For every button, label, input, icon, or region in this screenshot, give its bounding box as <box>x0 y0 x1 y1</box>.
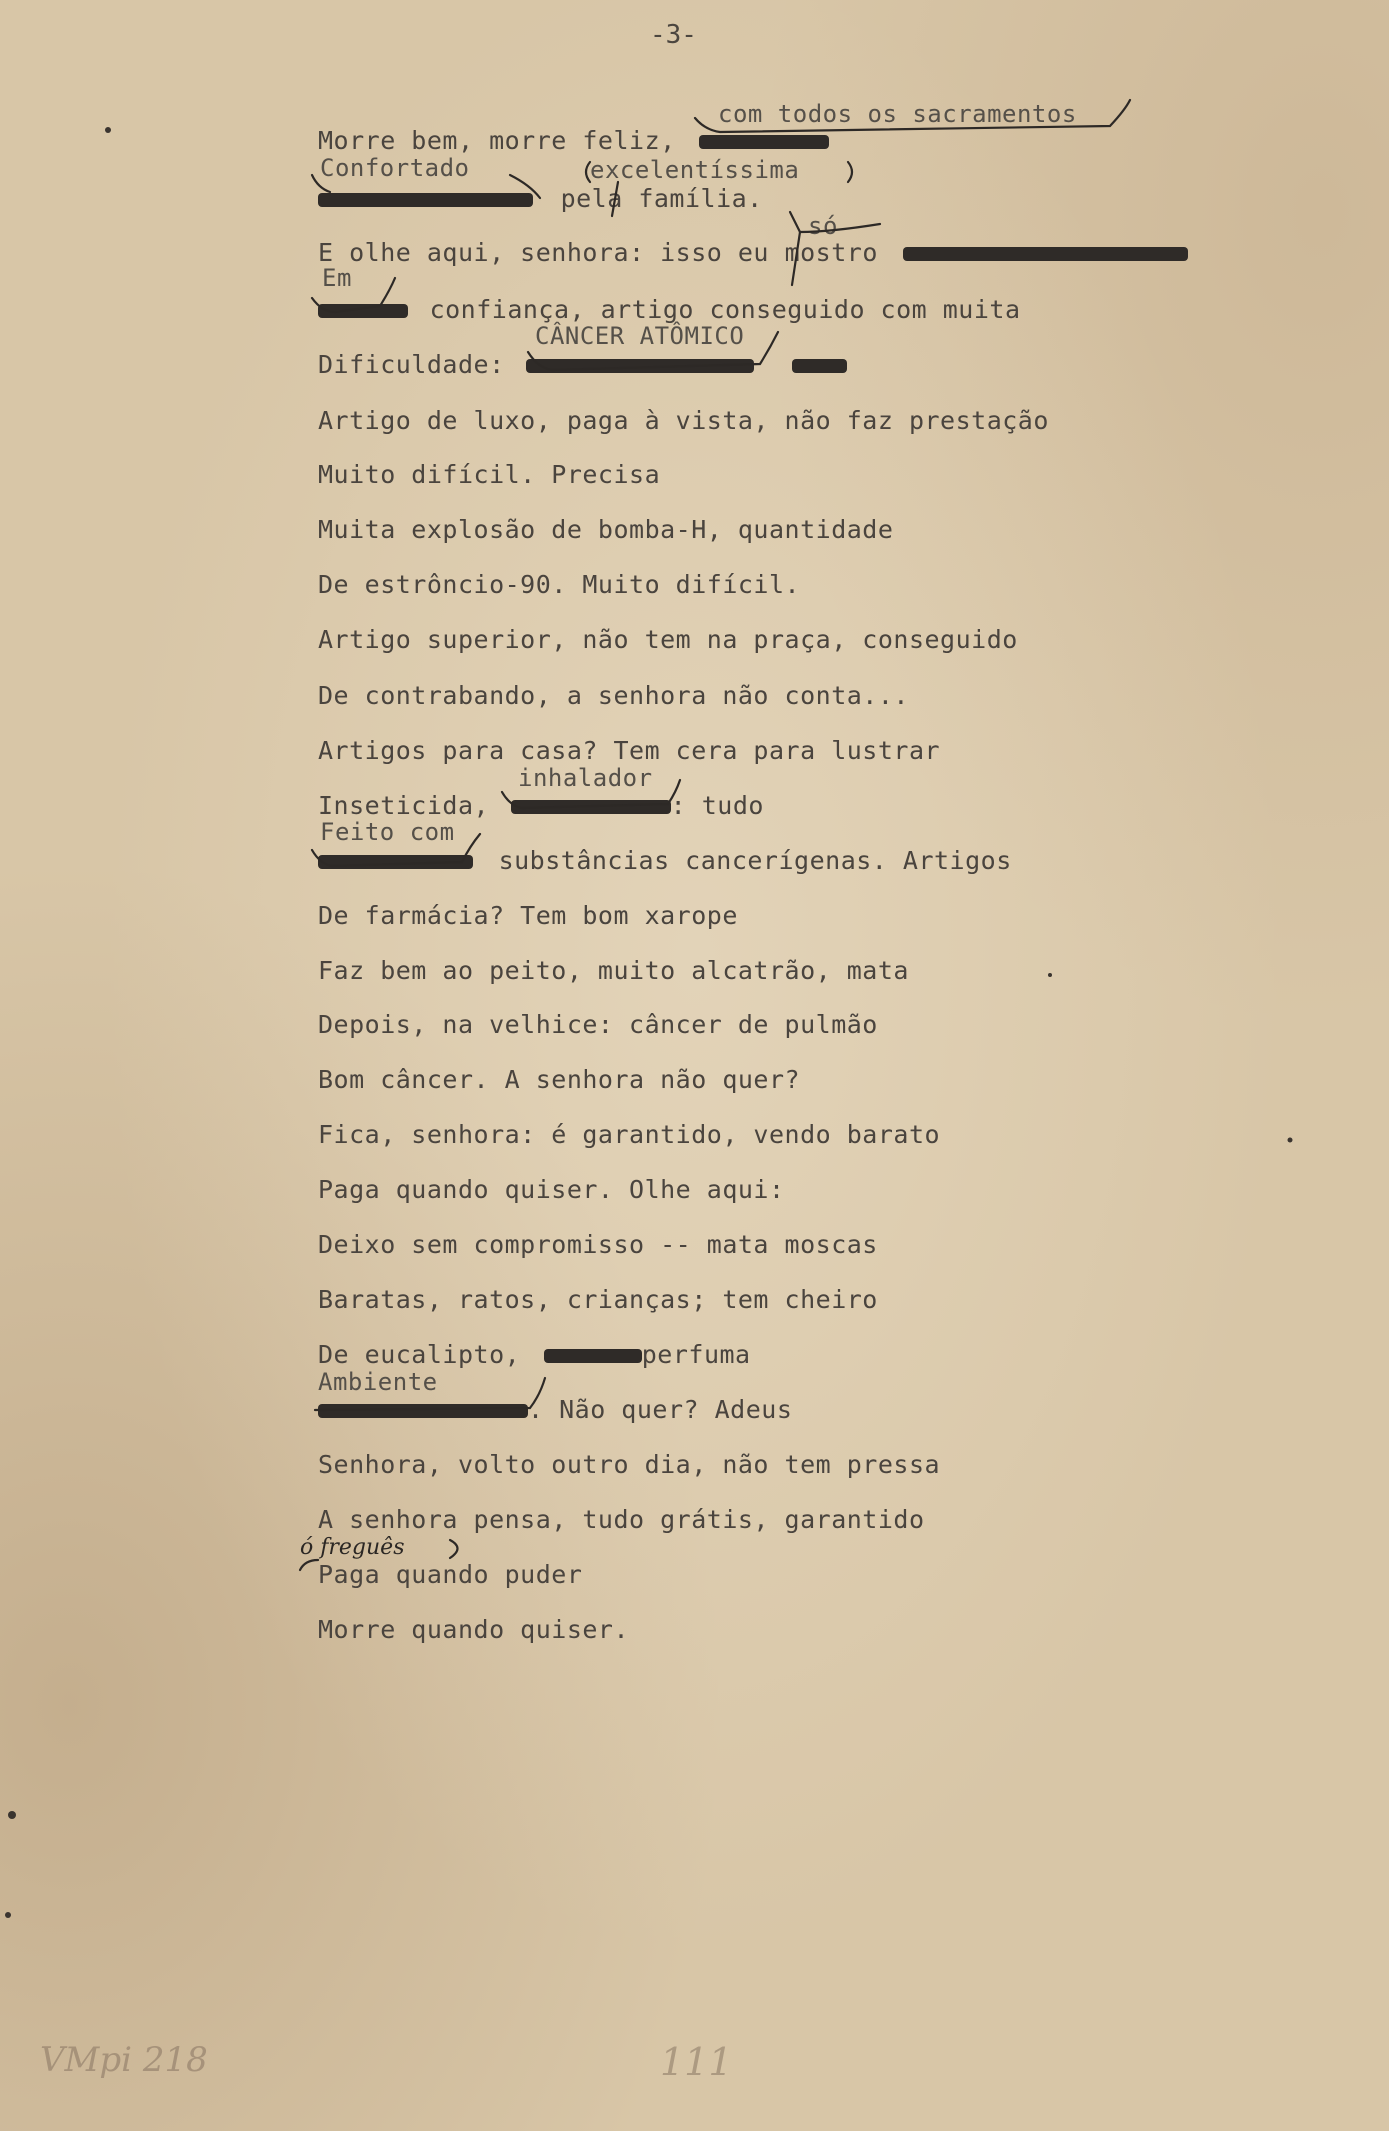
bracket-mark <box>586 162 590 182</box>
typed-line-18: Bom câncer. A senhora não quer? <box>318 1065 801 1094</box>
typed-line-25: Senhora, volto outro dia, não tem pressa <box>318 1450 941 1479</box>
bracket-mark <box>848 162 852 182</box>
insert-cancer-atomico: CÂNCER ATÔMICO <box>535 322 745 350</box>
typed-line-12: Artigos para casa? Tem cera para lustrar <box>318 736 941 765</box>
typed-text: Inseticida, <box>318 791 490 820</box>
caret-mark <box>695 100 1130 132</box>
typed-text: pela família. <box>560 184 763 213</box>
typed-line-8: Muita explosão de bomba-H, quantidade <box>318 515 894 544</box>
folio-number: 111 <box>660 2040 733 2084</box>
insert-inhalador: inhalador <box>518 764 653 792</box>
caret-mark <box>792 232 800 285</box>
typed-line-17: Depois, na velhice: câncer de pulmão <box>318 1010 878 1039</box>
typed-text: confiança, artigo conseguido com muita <box>429 295 1021 324</box>
caret-mark <box>528 332 778 370</box>
typed-line-15: De farmácia? Tem bom xarope <box>318 901 738 930</box>
typed-line-9: De estrôncio-90. Muito difícil. <box>318 570 801 599</box>
typed-line-20: Paga quando quiser. Olhe aqui: <box>318 1175 785 1204</box>
page-number: -3- <box>650 20 697 50</box>
caret-mark <box>312 175 330 192</box>
typed-text: perfuma <box>641 1340 751 1369</box>
typed-line-11: De contrabando, a senhora não conta... <box>318 681 909 710</box>
typed-text: E olhe aqui, senhora: isso eu <box>318 238 769 267</box>
caret-mark <box>300 1560 318 1570</box>
typed-line-21: Deixo sem compromisso -- mata moscas <box>318 1230 878 1259</box>
insert-excelentissima: excelentíssima <box>590 156 800 184</box>
caret-mark <box>502 780 680 808</box>
handwritten-insert-fregues: ó freguês <box>300 1535 405 1560</box>
typed-line-26: A senhora pensa, tudo grátis, garantido <box>318 1505 925 1534</box>
typed-line-28: Morre quando quiser. <box>318 1615 630 1644</box>
caret-mark <box>612 182 618 216</box>
typed-text: : tudo <box>670 791 764 820</box>
caret-mark <box>450 1540 458 1558</box>
insert-confortado: Confortado <box>320 154 470 182</box>
insert-em: Em <box>322 264 352 292</box>
insert-com-todos-os-sacramentos: com todos os sacramentos <box>718 100 1077 128</box>
typed-line-10: Artigo superior, não tem na praça, conseguido <box>318 625 1018 654</box>
catalog-mark: VMpi 218 <box>40 2040 208 2080</box>
caret-mark <box>312 278 395 312</box>
insert-feito-com: Feito com <box>320 818 455 846</box>
caret-mark <box>315 1378 545 1410</box>
typed-line-6: Artigo de luxo, paga à vista, não faz prestação <box>318 406 1049 435</box>
typed-text: Dificuldade: <box>318 350 505 379</box>
typed-line-16: Faz bem ao peito, muito alcatrão, mata <box>318 956 909 985</box>
typed-text: mostro <box>784 238 878 267</box>
typed-line-27: Paga quando puder <box>318 1560 583 1589</box>
typed-text: Morre bem, morre feliz, <box>318 126 676 155</box>
caret-mark <box>312 834 480 866</box>
typed-line-7: Muito difícil. Precisa <box>318 460 661 489</box>
typed-line-22: Baratas, ratos, crianças; tem cheiro <box>318 1285 878 1314</box>
insert-ambiente: Ambiente <box>318 1368 438 1396</box>
caret-mark <box>510 175 540 198</box>
typed-text: substâncias cancerígenas. Artigos <box>498 846 1012 875</box>
insert-so: só <box>808 212 838 240</box>
typed-text: . Não quer? Adeus <box>528 1395 793 1424</box>
typed-line-19: Fica, senhora: é garantido, vendo barato <box>318 1120 941 1149</box>
caret-mark <box>790 212 880 232</box>
typed-text: De eucalipto, <box>318 1340 521 1369</box>
